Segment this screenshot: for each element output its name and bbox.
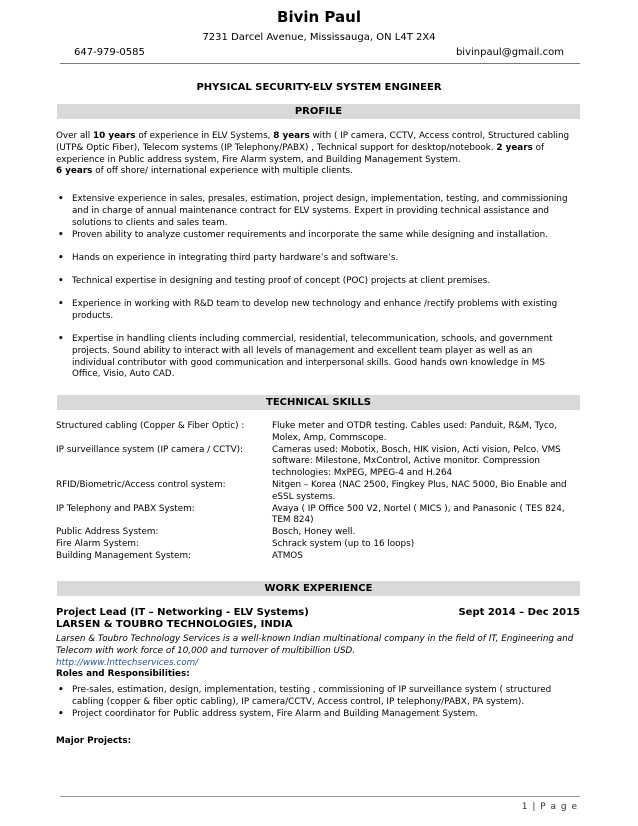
profile-bullets [56,230,576,242]
address: 7231 Darcel Avenue, Mississauga, ON L4T 2X4 [202,32,436,43]
skills-heading: TECHNICAL SKILLS [57,395,580,410]
skill-label: IP Telephony and PABX System: [56,503,195,514]
list-item: • Pre-sales, estimation, design, implementation, testing , commissioning of IP surveillance system ( structured cabling (copper & fiber optic cabling), IP camera/CCTV, Access control, IP telephony/PABX, PA system). [58,685,552,707]
profile-years-pa: 2 years [496,142,533,153]
job-title: PHYSICAL SECURITY-ELV SYSTEM ENGINEER [196,82,442,93]
bullet-icon: • [58,334,64,344]
roles-list [56,685,576,720]
email: bivinpaul@gmail.com [455,47,564,58]
skill-value: Fluke meter and OTDR testing. Cables used: Panduit, R&M, Tyco, Molex, Amp, Commscope. [272,421,557,443]
profile-bullets [56,276,576,288]
list-item: • Extensive experience in sales, presales, estimation, project design, implementation, testing, and commissioning and in charge of annual maintenance contract for ELV systems. Expert in providing technical assistance and solutions to clients and sales team. [58,194,568,228]
profile-heading: PROFILE [57,104,580,119]
profile-text: Over all [56,131,94,141]
skill-row [56,539,581,551]
bullet-icon: • [58,253,64,263]
skill-value: Avaya ( IP Office 500 V2, Nortel ( MICS ), and Panasonic ( TES 824, TEM 824) [272,503,565,526]
bullet-icon: • [58,708,64,719]
profile-years-offshore: 6 years [56,166,93,177]
skill-label: RFID/Biometric/Access control system: [56,479,226,490]
list-item: • Project coordinator for Public address system, Fire Alarm and Building Management System. [58,708,479,719]
profile-years-elv: 8 years [273,131,310,141]
skill-value: ATMOS [272,550,303,561]
bullet-icon: • [58,194,64,204]
candidate-name: Bivin Paul [277,8,361,26]
work-heading: WORK EXPERIENCE [57,581,580,596]
bullet-icon: • [58,685,64,695]
bullet-icon: • [58,276,64,286]
skill-label: Fire Alarm System: [56,538,139,549]
skill-label: IP surveillance system (IP camera / CCTV): [56,444,244,455]
skill-label: Building Management System: [56,550,191,561]
bullet-icon: • [58,230,64,240]
list-item: • Expertise in handling clients including commercial, residential, telecommunication, schools, and government projects. Sound ability to interact with all levels of management and excellent team player as well as an individual contributor with good communication and interpersonal skills. Good hands own knowledge in MS Office, Visio, Auto CAD. [58,334,553,380]
profile-paragraph [56,131,576,178]
skill-value: Nitgen – Korea (NAC 2500, Fingkey Plus, NAC 5000, Bio Enable and eSSL systems. [272,479,567,502]
list-item: • Proven ability to analyze customer requirements and incorporate the same while designing and installation. [58,230,549,240]
skill-row [56,445,581,480]
roles-heading: Roles and Responsibilities: [56,669,190,680]
projects-heading: Major Projects: [56,736,132,746]
company-name: LARSEN & TOUBRO TECHNOLOGIES, INDIA [56,619,293,630]
footer-rule [60,796,580,797]
profile-text: of off shore/ international experience with multiple clients. [92,166,353,177]
skill-value: Cameras used: Mobotix, Bosch, HIK vision, Acti vision, Pelco. VMS software: Milestone, MxControl, Active monitor. Compression technologies: MxPEG, MPEG-4 and H.264 [272,444,561,479]
list-item: • Technical expertise in designing and testing proof of concept (POC) projects at client premises. [58,276,491,286]
profile-bullets [56,299,576,323]
list-item: • Hands on experience in integrating third party hardware’s and software’s. [58,253,399,263]
profile-years-total: 10 years [93,131,136,141]
skill-value: Schrack system (up to 16 loops) [272,538,415,549]
skill-label: Public Address System: [56,527,159,538]
job-dates: Sept 2014 – Dec 2015 [458,607,580,618]
job-position: Project Lead (IT – Networking - ELV Systems) [56,607,309,618]
company-url[interactable]: http://www.lnttechservices.com/ [56,657,199,668]
skill-row [56,527,581,539]
page-number: 1 | P a g e [521,802,578,812]
job-details [56,634,576,681]
profile-text: with ( IP camera, CCTV, Access control, Structured cabling (UTP& Optic Fiber), Telecom systems (IP Telephony/PABX) , Technical support for desktop/notebook. [56,131,570,153]
job-heading [56,607,580,618]
profile-bullets [56,253,576,265]
list-item: • Experience in working with R&D team to develop new technology and enhance /rectify problems with existing products. [58,299,558,321]
profile-bullets [56,194,576,229]
skills-list [56,421,581,563]
contact-row [74,47,564,58]
profile-text: of experience in Public address system, Fire Alarm system, and Building Management System. [56,142,545,165]
profile-text: of experience in ELV Systems, [135,131,274,141]
skill-label: Structured cabling (Copper & Fiber Optic) : [56,421,245,431]
skill-row [56,551,581,563]
skill-row [56,480,581,504]
profile-bullets [56,334,576,381]
phone: 647-979-0585 [74,47,145,58]
company-description: Larsen & Toubro Technology Services is a well-known Indian multinational company in the field of IT, Engineering and Telecom with work force of 10,000 and turnover of multibillion USD. [56,634,574,656]
bullet-icon: • [58,299,64,309]
header-rule [60,63,580,64]
skill-row [56,504,581,528]
skill-value: Bosch, Honey well. [272,527,356,538]
skill-row [56,421,581,445]
